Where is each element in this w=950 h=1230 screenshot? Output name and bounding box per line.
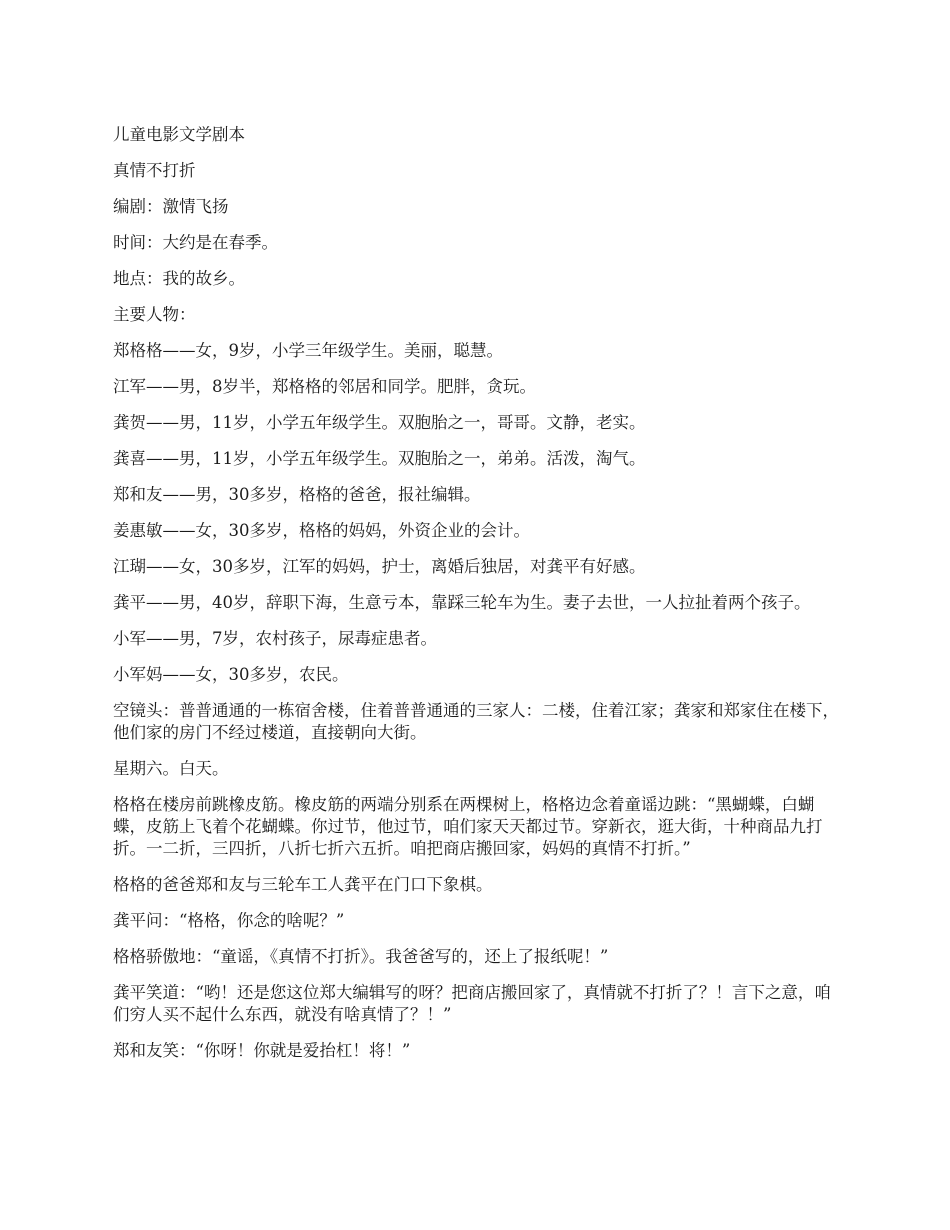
script-title: 真情不打折 [113,161,196,180]
dialogue-paragraph: 龚平问：“格格，你念的啥呢？” [113,911,345,930]
character-entry: 龚平——男，40岁，辞职下海，生意亏本，靠踩三轮车为生。妻子去世，一人拉扯着两个孩子。 [113,593,811,612]
place-line: 地点：我的故乡。 [113,269,245,288]
character-entry: 龚贺——男，11岁，小学五年级学生。双胞胎之一，哥哥。文静，老实。 [113,413,646,432]
character-entry: 郑和友——男，30多岁，格格的爸爸，报社编辑。 [113,485,481,504]
time-line: 时间：大约是在春季。 [113,233,278,252]
character-entry: 江瑚——女，30多岁，江军的妈妈，护士，离婚后独居，对龚平有好感。 [113,557,646,576]
document-heading: 儿童电影文学剧本 [113,125,245,144]
character-entry: 江军——男，8岁半，郑格格的邻居和同学。肥胖，贪玩。 [113,377,536,396]
character-entry: 郑格格——女，9岁，小学三年级学生。美丽，聪慧。 [113,341,503,360]
author-line: 编剧：激情飞扬 [113,197,229,216]
scene-paragraph: 格格的爸爸郑和友与三轮车工人龚平在门口下象棋。 [113,875,493,894]
characters-heading: 主要人物： [113,305,196,324]
scene-paragraph: 格格在楼房前跳橡皮筋。橡皮筋的两端分别系在两棵树上，格格边念着童谣边跳：“黑蝴蝶，白蝴蝶，皮筋上飞着个花蝴蝶。你过节，他过节，咱们家天天都过节。穿新衣，逛大街，十种商品九打折。一二折，三四折，八折七折六五折。咱把商店搬回家，妈妈的真情不打折。” [113,795,823,858]
character-entry: 小军——男，7岁，农村孩子，尿毒症患者。 [113,629,437,648]
scene-paragraph: 空镜头：普普通通的一栋宿舍楼，住着普普通通的三家人：二楼，住着江家；龚家和郑家住在楼下，他们家的房门不经过楼道，直接朝向大街。 [113,701,839,742]
character-entry: 姜惠敏——女，30多岁，格格的妈妈，外资企业的会计。 [113,521,530,540]
character-entry: 小军妈——女，30多岁，农民。 [113,665,349,684]
document-body [113,124,841,1076]
dialogue-paragraph: 格格骄傲地：“童谣，《真情不打折》。我爸爸写的，还上了报纸呢！” [113,947,609,966]
character-entry: 龚喜——男，11岁，小学五年级学生。双胞胎之一，弟弟。活泼，淘气。 [113,449,646,468]
scene-paragraph: 星期六。白天。 [113,759,229,778]
dialogue-paragraph: 龚平笑道：“哟！还是您这位郑大编辑写的呀？把商店搬回家了，真情就不打折了？！言下之意，咱们穷人买不起什么东西，就没有啥真情了？！” [113,983,831,1024]
dialogue-paragraph: 郑和友笑：“你呀！你就是爱抬杠！将！” [113,1041,411,1060]
